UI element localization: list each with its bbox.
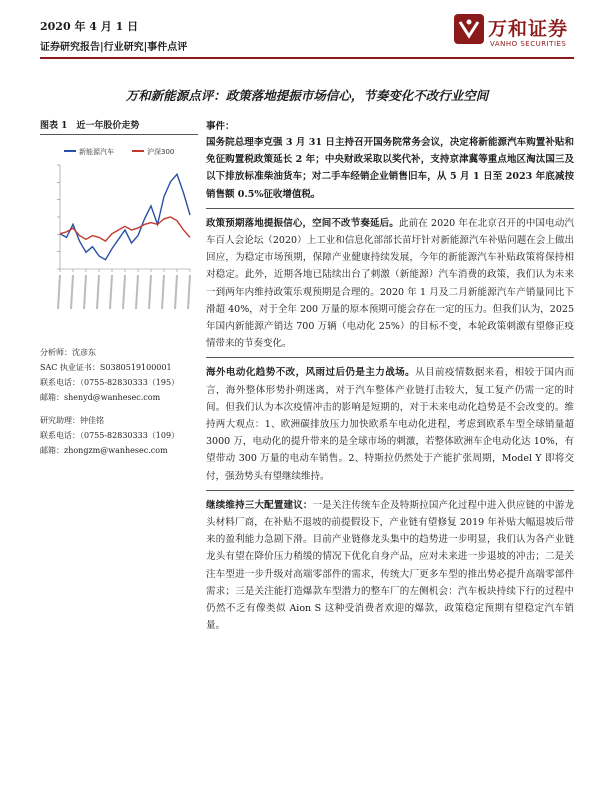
analyst-email[interactable]: 邮箱：shenyd@wanhesec.com xyxy=(40,393,161,402)
analyst-block xyxy=(40,345,198,458)
left-column xyxy=(40,118,198,458)
company-logo xyxy=(454,12,572,52)
report-date: 2020 年 4 月 1 日 xyxy=(40,20,139,33)
event-heading: 事件： xyxy=(206,121,235,132)
assistant-email[interactable]: 邮箱：zhongzm@wanhesec.com xyxy=(40,446,168,455)
analyst-phone: 联系电话：（0755-82830333（195） xyxy=(40,378,180,387)
legend-label: 沪深300 xyxy=(147,148,175,156)
section-body: 从目前疫情数据来看，相较于国内而言，海外整体形势扑朔迷离，对于汽车整体产业链打击较大，复工复产仍需一定的时间。但我们认为本次疫情冲击的影响是短期的，对于未来电动化趋势是不会改变的。维持两大观点：1、欧洲碳排放压力加快欧系车电动化进程，考虑到欧系车型全球销量超 3000 万，电动化的提升带来的是全球市场的刺激，若整体欧洲车企电动化达 10%，有望带动 300 万量的电动车销售。2、特斯拉仍然处于产能扩张周期，Model Y 即将交付，强劲势头有望继续维持。 xyxy=(206,367,574,482)
legend-label: 新能源汽车 xyxy=(79,148,114,156)
logo-name-cn: 万和证券 xyxy=(488,18,569,40)
x-tick-label xyxy=(175,275,177,309)
x-tick-label xyxy=(162,275,164,309)
figure-label: 图表 1 近一年股价走势 xyxy=(40,118,198,135)
page-footer xyxy=(40,780,574,800)
section-body: 一是关注传统车企及特斯拉国产化过程中进入供应链的中游龙头材料厂商，在补贴不退坡的前提假设下，产业链有望修复 2019 年补贴大幅退坡后带来的盈利能力急剧下滑。目前产业链修龙头集中的趋势进一步明显，我们认为各产业链龙头有望在降价压力稍缓的情况下优化自身产品，应对未来进一步退坡的冲击；二是关注车型进一步升级对高端零部件的需求，传统大厂更多车型的推出势必提升高端零部件需求；三是关注能打造爆款车型潜力的整车厂的左侧机会：汽车板块持续下行的过程中仍然不乏有像类似 Aion S 这种受消费者欢迎的爆款，政策稳定预期有望稳定汽车销量。 xyxy=(206,499,574,632)
x-tick-label xyxy=(97,275,99,309)
section-policy xyxy=(206,215,574,353)
stock-price-chart xyxy=(40,139,198,329)
x-tick-label xyxy=(149,275,151,309)
x-tick-label xyxy=(84,275,86,309)
logo-name-en: VANHO SECURITIES xyxy=(490,40,567,48)
section-divider xyxy=(206,490,574,491)
section-lead: 政策预期落地提振信心，空间不改节奏延后。 xyxy=(206,217,399,229)
section-lead: 继续维持三大配置建议： xyxy=(206,499,313,511)
analyst-sac: SAC 执业证书：S0380519100001 xyxy=(40,363,172,372)
x-tick-label xyxy=(110,275,112,309)
report-title: 万和新能源点评：政策落地提振市场信心，节奏变化不改行业空间 xyxy=(125,88,489,103)
x-tick-label xyxy=(136,275,138,309)
header-rule xyxy=(40,57,574,59)
event-text: 国务院总理李克强 3 月 31 日主持召开国务院常务会议，决定将新能源汽车购置补贴和免征购置税政策延长 2 年；中央财政采取以奖代补，支持京津冀等重点地区淘汰国三及以下排放标准柴油货车；对二手车经销企业销售旧车，从 5 月 1 日至 2023 年底减按销售额 0.5%征收增值税。 xyxy=(206,137,574,200)
section-lead: 海外电动化趋势不改，风雨过后仍是主力战场。 xyxy=(206,367,416,379)
assistant-phone: 联系电话：（0755-82830333（109） xyxy=(40,431,180,440)
assistant-name: 研究助理：钟佳铭 xyxy=(40,416,104,425)
analyst-name: 分析师：沈彦东 xyxy=(40,348,96,357)
x-tick-label xyxy=(188,275,190,309)
section-body: 此前在 2020 年在北京召开的中国电动汽车百人会论坛（2020）上工业和信息化部部长苗圩针对新能源汽车补贴问题在会上做出回应，为稳定市场预期，保障产业健康持续发展，今年的新能源汽车补贴政策将保持相对稳定。此外，近期各地已陆续出台了刺激（新能源）汽车消费的政策，我们认为未来一到两年内维持政策乐观预期是合理的。2020 年 1 月及二月新能源汽车产销量同比下滑超 40%，对于全年 200 万量的原本预期可能会存在一定的压力。但我们认为，2025 年国内新能源产销达 700 万辆（电动化 25%）的目标不变，本轮政策刺激有望修正疫情带来的节奏变化。 xyxy=(206,217,574,350)
logo-mark-icon xyxy=(454,14,484,44)
x-tick-label xyxy=(123,275,125,309)
x-tick-label xyxy=(58,275,60,309)
section-overseas xyxy=(206,364,574,484)
breadcrumb: 证券研究报告|行业研究|事件点评 xyxy=(40,42,188,53)
section-divider xyxy=(206,208,574,209)
section-recommendation xyxy=(206,497,574,635)
section-divider xyxy=(206,357,574,358)
x-tick-label xyxy=(71,275,73,309)
right-column xyxy=(206,118,574,634)
